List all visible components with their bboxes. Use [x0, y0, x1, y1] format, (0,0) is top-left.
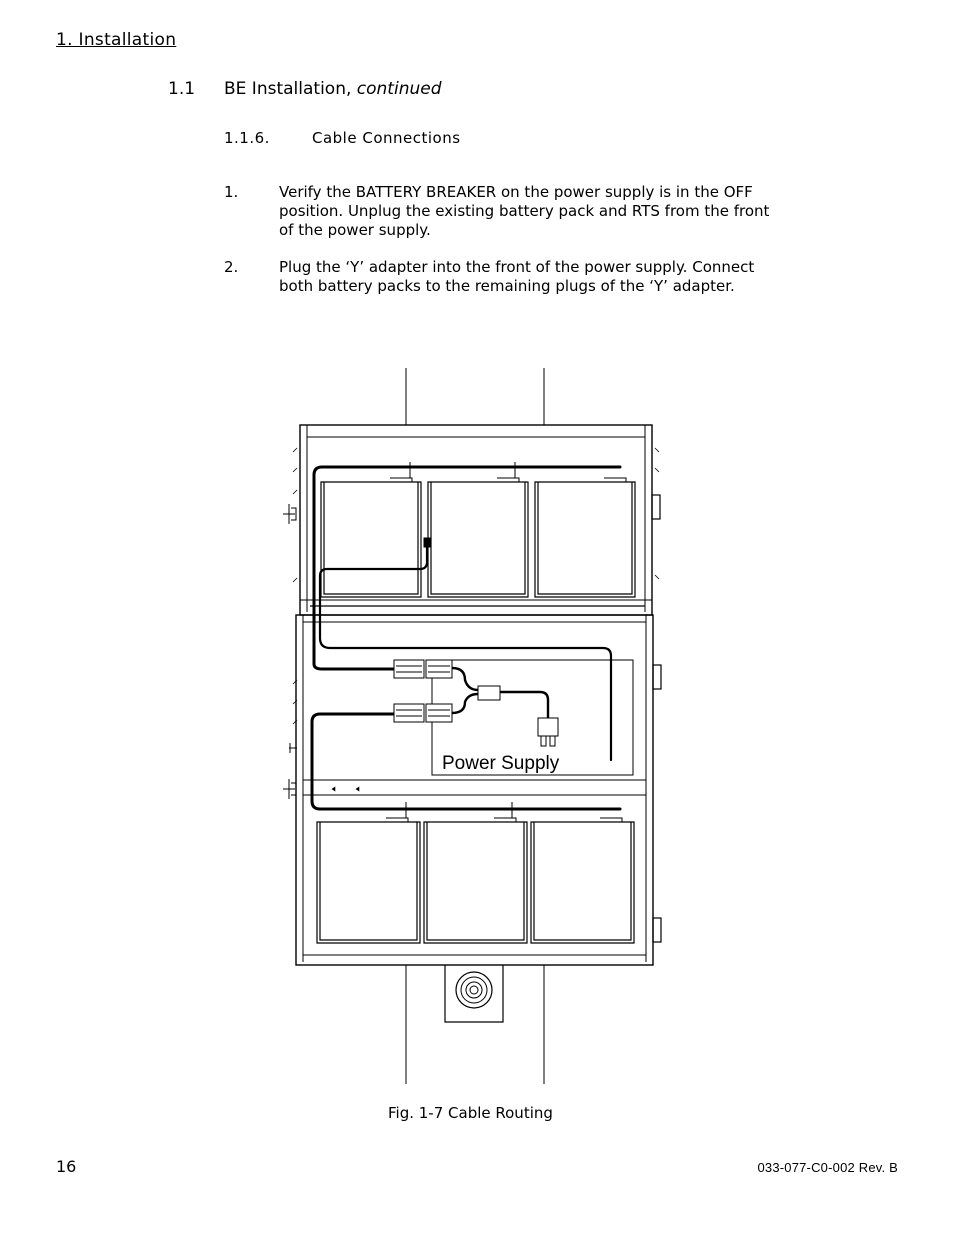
upper-battery-cabinet	[283, 425, 660, 615]
subsection-continued: continued	[356, 79, 442, 99]
document-reference: 033-077-C0-002 Rev. B	[757, 1160, 898, 1175]
power-supply-label: Power Supply	[442, 753, 560, 774]
step-number: 2.	[224, 258, 239, 276]
subsubsection-title: Cable Connections	[312, 129, 461, 147]
bottom-mounting-bracket	[445, 965, 503, 1022]
subsubsection-heading	[224, 129, 461, 147]
upper-batteries	[321, 462, 635, 597]
lower-batteries	[317, 802, 634, 943]
subsection-number: 1.1	[168, 79, 196, 99]
cable-routing-figure	[270, 360, 690, 1090]
step-text: Verify the BATTERY BREAKER on the power supply is in the OFF position. Unplug the existing battery pack and RTS from the front of the power supply.	[279, 183, 770, 239]
step-number: 1.	[224, 183, 239, 201]
step-text: Plug the ‘Y’ adapter into the front of the power supply. Connect both battery packs to the remaining plugs of the ‘Y’ adapter.	[279, 258, 755, 295]
step-1	[224, 183, 784, 240]
subsection-title: BE Installation,	[224, 79, 352, 99]
subsection-heading	[168, 79, 442, 99]
subsubsection-number: 1.1.6.	[224, 129, 270, 147]
section-heading: 1. Installation	[56, 30, 177, 50]
step-2	[224, 258, 784, 296]
page-number: 16	[56, 1157, 77, 1176]
figure-caption: Fig. 1-7 Cable Routing	[388, 1104, 553, 1122]
power-supply-box	[432, 660, 633, 775]
